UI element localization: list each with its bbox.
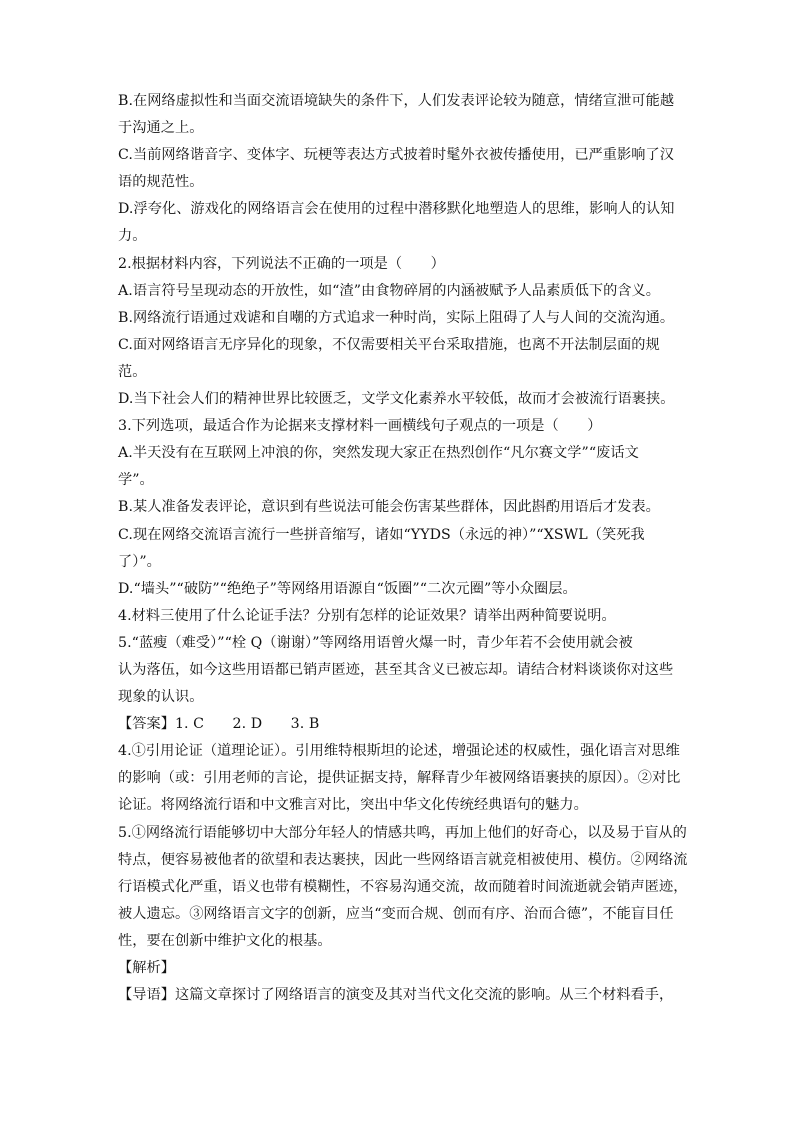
question-4-stem: 4.材料三使用了什么论证手法？分别有怎样的论证效果？请举出两种简要说明。 bbox=[118, 607, 616, 624]
question-2-stem: 2.根据材料内容，下列说法不正确的一项是（ ） bbox=[118, 255, 445, 272]
text-line: C.当前网络谐音字、变体字、玩梗等表达方式披着时髦外衣被传播使用，已严重影响了汉 bbox=[118, 147, 674, 164]
lead-paragraph: 【导语】这篇文章探讨了网络语言的演变及其对当代文化交流的影响。从三个材料看手， bbox=[118, 987, 674, 1004]
text-line: 行语模式化严重，语义也带有模糊性，不容易沟通交流，故而随着时间流逝就会销声匿迹， bbox=[118, 878, 688, 895]
option-a: A.语言符号呈现动态的开放性，如“渣”由食物碎屑的内涵被赋予人品素质低下的含义。 bbox=[118, 282, 661, 299]
answer-4: 4.①引用论证（道理论证）。引用维特根斯坦的论述，增强论述的权威性，强化语言对思维 bbox=[118, 743, 680, 760]
text-line: 现象的认识。 bbox=[118, 689, 204, 706]
text-line: 于沟通之上。 bbox=[118, 120, 204, 137]
option-c: C.现在网络交流语言流行一些拼音缩写，诸如“YYDS（永远的神）”“XSWL（笑死我 bbox=[118, 526, 645, 543]
text-line: 的影响（或：引用老师的言论，提供证据支持，解释青少年被网络语裹挟的原因）。②对比 bbox=[118, 770, 681, 787]
text-line: B.在网络虚拟性和当面交流语境缺失的条件下，人们发表评论较为随意，情绪宣泄可能越 bbox=[118, 93, 675, 109]
option-d: D.当下社会人们的精神世界比较匮乏，文学文化素养水平较低，故而才会被流行语裹挟。 bbox=[118, 391, 675, 408]
text-line: 性，要在创新中维护文化的根基。 bbox=[118, 932, 332, 949]
text-line: 范。 bbox=[118, 363, 147, 380]
option-d: D.“墙头”“破防”“绝绝子”等网络用语源自“饭圈”“二次元圈”等小众圈层。 bbox=[118, 580, 577, 597]
text-line: 被人遗忘。③网络语言文字的创新，应当“变而合规、创而有序、治而合德”，不能盲目任 bbox=[118, 905, 674, 922]
text-line: 语的规范性。 bbox=[118, 174, 204, 191]
text-line: 学”。 bbox=[118, 472, 154, 489]
option-b: B.网络流行语通过戏谑和自嘲的方式追求一种时尚，实际上阻碍了人与人间的交流沟通。 bbox=[118, 309, 675, 326]
option-c: C.面对网络语言无序异化的现象，不仅需要相关平台采取措施，也离不开法制层面的规 bbox=[118, 336, 660, 353]
question-5-stem: 5.“蓝瘦（难受）”“栓 Q（谢谢）”等网络用语曾火爆一时，青少年若不会使用就会被 bbox=[118, 634, 633, 651]
analysis-heading: 【解析】 bbox=[118, 960, 175, 976]
text-line: D.浮夸化、游戏化的网络语言会在使用的过程中潜移默化地塑造人的思维，影响人的认知 bbox=[118, 201, 675, 218]
option-b: B.某人准备发表评论，意识到有些说法可能会伤害某些群体，因此斟酌用语后才发表。 bbox=[118, 499, 660, 516]
answer-5: 5.①网络流行语能够切中大部分年轻人的情感共鸣，再加上他们的好奇心，以及易于盲从的 bbox=[118, 824, 687, 841]
answer-heading: 【答案】1. C 2. D 3. B bbox=[118, 716, 320, 733]
question-3-stem: 3.下列选项，最适合作为论据来支撑材料一画横线句子观点的一项是（ ） bbox=[118, 418, 602, 435]
text-line: 了）”。 bbox=[118, 553, 161, 570]
text-line: 认为落伍，如今这些用语都已销声匿迹，甚至其含义已被忘却。请结合材料谈谈你对这些 bbox=[118, 661, 674, 678]
document-page bbox=[118, 88, 688, 1009]
text-line: 力。 bbox=[118, 228, 147, 245]
option-a: A.半天没有在互联网上冲浪的你，突然发现大家正在热烈创作“凡尔赛文学”“废话文 bbox=[118, 445, 639, 462]
text-line: 论证。将网络流行语和中文雅言对比，突出中华文化传统经典语句的魅力。 bbox=[118, 797, 588, 814]
text-line: 特点，便容易被他者的欲望和表达裹挟，因此一些网络语言就竞相被使用、模仿。②网络流 bbox=[118, 851, 688, 868]
